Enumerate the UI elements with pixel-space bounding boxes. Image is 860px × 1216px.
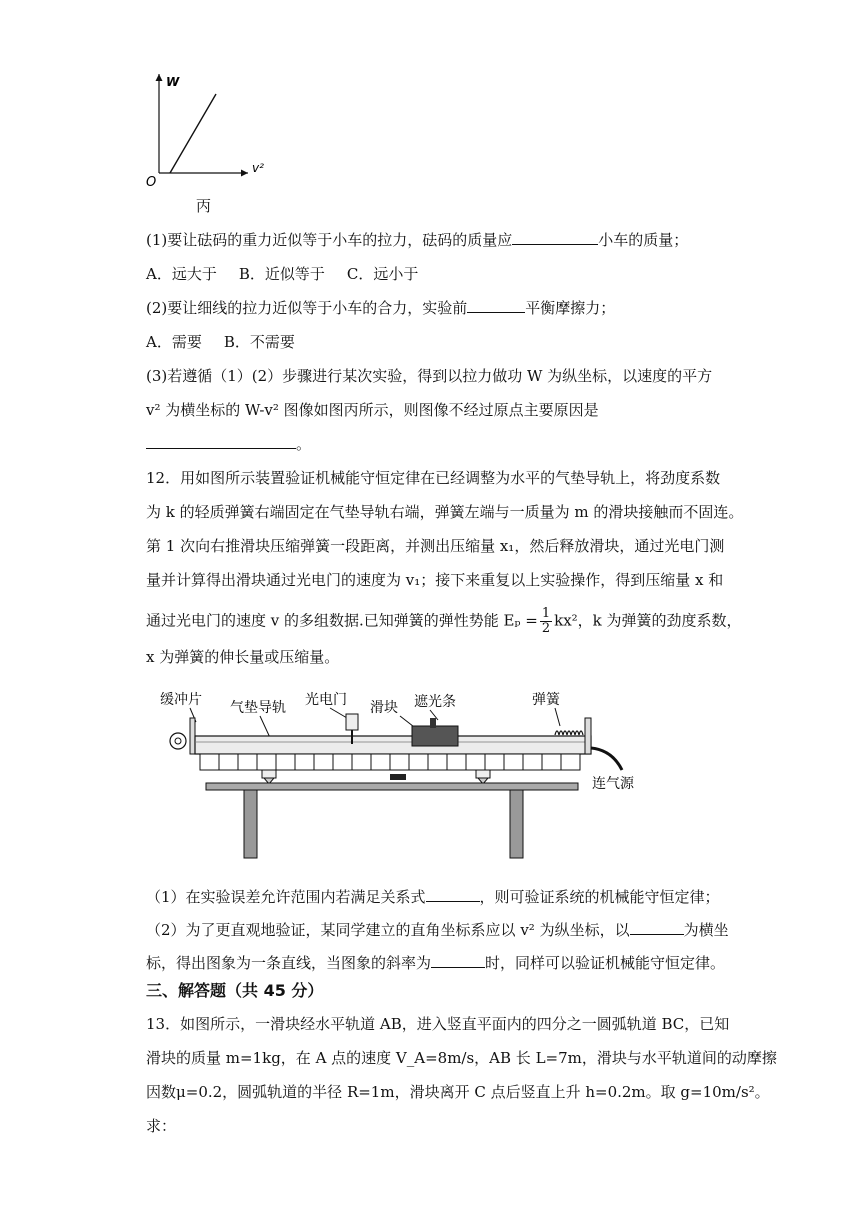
graph-line — [170, 94, 216, 173]
q11-part1: (1)要让砝码的重力近似等于小车的拉力，砝码的质量应 小车的质量； — [146, 231, 689, 249]
spring-label: 弹簧 — [532, 692, 560, 708]
air-rail — [195, 736, 591, 754]
q12-line4: 量并计算得出滑块通过光电门的速度为 v₁；接下来重复以上实验操作，得到压缩量 x 和 — [146, 571, 724, 589]
gate-label: 光电门 — [305, 692, 347, 708]
fraction: $\frac{1}{2}$ — [541, 606, 551, 636]
answer-blank[interactable] — [146, 434, 296, 449]
q13-line3: 因数μ=0.2，圆弧轨道的半径 R=1m，滑块离开 C 点后竖直上升 h=0.2m。取 g=10m/s²。 — [146, 1083, 770, 1101]
q11-part2-options: A．需要 B．不需要 — [146, 333, 295, 351]
section-heading: 三、解答题（共 45 分） — [146, 981, 324, 1000]
air-track-diagram — [160, 688, 660, 863]
air-source-label: 连气源 — [592, 776, 634, 792]
q11-part1-options: A．远大于 B．近似等于 C．远小于 — [146, 265, 419, 283]
q12-sub1: （1）在实验误差允许范围内若满足关系式 ，则可验证系统的机械能守恒定律； — [146, 888, 720, 906]
q11-part3-answer: 。 — [146, 433, 311, 455]
answer-blank[interactable] — [630, 920, 684, 935]
q12-line3: 第 1 次向右推滑块压缩弹簧一段距离，并测出压缩量 x₁，然后释放滑块，通过光电门测 — [146, 537, 725, 555]
q12-sub2-line1: （2）为了更直观地验证，某同学建立的直角坐标系应以 v² 为纵坐标，以 为横坐 — [146, 921, 729, 939]
buffer-label: 缓冲片 — [160, 692, 202, 708]
photogate — [346, 714, 358, 730]
q11-part3-line2: v² 为横坐标的 W-v² 图像如图丙所示，则图像不经过原点主要原因是 — [146, 401, 599, 419]
w-v2-graph — [140, 64, 280, 194]
q13-line1: 13．如图所示，一滑块经水平轨道 AB，进入竖直平面内的四分之一圆弧轨道 BC，已知 — [146, 1015, 730, 1033]
y-axis-label: W — [166, 75, 180, 89]
rail-label: 气垫导轨 — [230, 700, 286, 716]
q11-part3-line1: (3)若遵循（1）(2）步骤进行某次实验，得到以拉力做功 W 为纵坐标，以速度的平方 — [146, 367, 713, 385]
strip-label: 遮光条 — [414, 694, 456, 710]
end-plate — [585, 718, 591, 754]
q11-part2: (2)要让细线的拉力近似等于小车的合力，实验前 平衡摩擦力； — [146, 299, 616, 317]
table-top — [206, 783, 578, 790]
buffer-plate — [190, 718, 195, 754]
q12-line5: 通过光电门的速度 v 的多组数据.已知弹簧的弹性势能 Eₚ = $\frac{1}{2}$ kx²，k 为弹簧的劲度系数， — [146, 606, 742, 636]
answer-blank[interactable] — [426, 887, 480, 902]
slider-label: 滑块 — [370, 700, 398, 716]
answer-blank[interactable] — [512, 230, 598, 245]
table-leg-right — [510, 790, 523, 858]
shade-strip — [430, 718, 436, 728]
q12-line6: x 为弹簧的伸长量或压缩量。 — [146, 648, 340, 666]
q13-line2: 滑块的质量 m=1kg，在 A 点的速度 V_A=8m/s，AB 长 L=7m，滑块与水平轨道间的动摩擦 — [146, 1049, 777, 1067]
answer-blank[interactable] — [431, 953, 485, 968]
table-leg-left — [244, 790, 257, 858]
spring-coil — [555, 731, 583, 735]
origin-label: O — [146, 175, 157, 190]
x-axis-label: v² — [252, 161, 264, 175]
graph-caption: 丙 — [196, 197, 212, 215]
q12-line2: 为 k 的轻质弹簧右端固定在气垫导轨右端，弹簧左端与一质量为 m 的滑块接触而不固连。 — [146, 503, 744, 521]
q12-sub2-line2: 标，得出图象为一条直线，当图象的斜率为 时，同样可以验证机械能守恒定律。 — [146, 954, 726, 972]
air-hose — [591, 748, 622, 770]
slider-block — [412, 726, 458, 746]
q13-line4: 求： — [146, 1117, 177, 1135]
answer-blank[interactable] — [467, 298, 525, 313]
q12-line1: 12．用如图所示装置验证机械能守恒定律在已经调整为水平的气垫导轨上，将劲度系数 — [146, 469, 721, 487]
